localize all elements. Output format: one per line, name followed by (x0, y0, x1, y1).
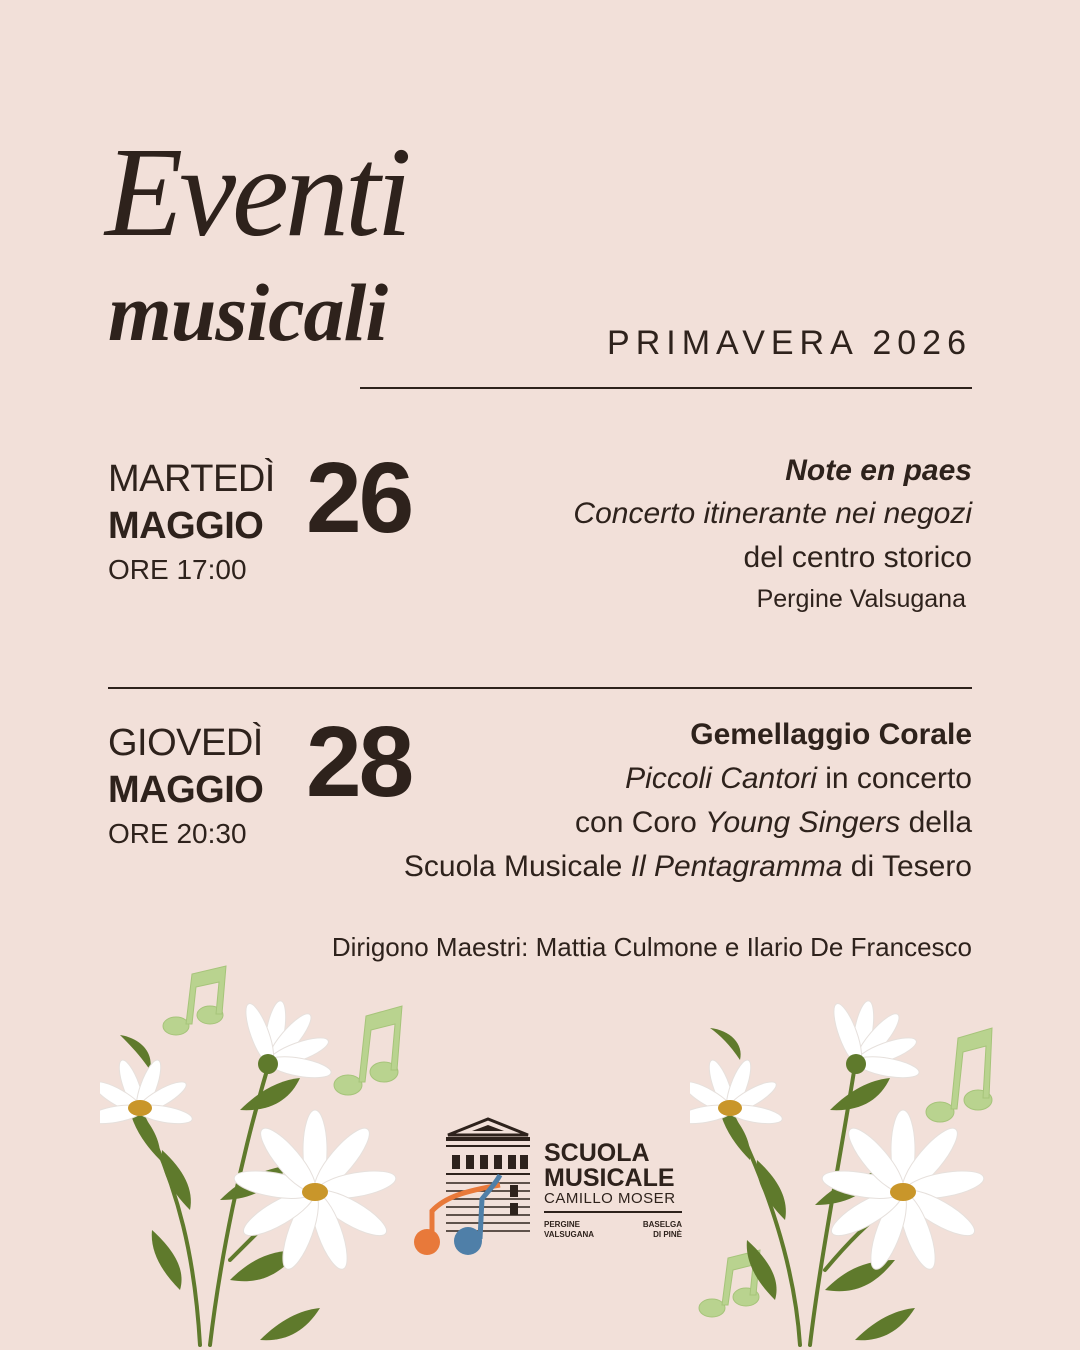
logo-location-right-1: BASELGA (642, 1220, 682, 1229)
flowers-left-illustration (100, 960, 420, 1350)
event-1-weekday: MARTEDÌ (108, 458, 275, 500)
event-1-time: ORE 17:00 (108, 554, 247, 585)
event-2-time: ORE 20:30 (108, 818, 247, 849)
logo-location-left-1: PERGINE (544, 1220, 581, 1229)
daisy-flower-icon (100, 1057, 194, 1127)
logo-line-1: SCUOLA (544, 1139, 650, 1167)
music-note-icon (926, 1028, 992, 1122)
event-2-line-1: Piccoli Cantori in concerto (625, 762, 972, 795)
event-1-place: Pergine Valsugana (756, 585, 966, 613)
logo-location-left-2: VALSUGANA (544, 1230, 595, 1239)
title-musicali: musicali (108, 267, 388, 358)
header-divider (360, 387, 972, 389)
event-divider (108, 687, 972, 689)
event-1-day-number: 26 (306, 442, 412, 554)
school-logo (410, 1115, 690, 1260)
title-eventi: Eventi (105, 121, 408, 263)
event-1-month: MAGGIO (108, 505, 264, 547)
event-2-title: Gemellaggio Corale (690, 718, 972, 751)
daisy-flower-icon (232, 1110, 398, 1273)
event-2-month: MAGGIO (108, 769, 264, 811)
event-1-description-1: Concerto itinerante nei negozi (573, 497, 972, 530)
daisy-flower-icon (240, 999, 332, 1081)
flowers-right-illustration (690, 990, 1010, 1350)
building-music-logo-icon (410, 1115, 535, 1260)
logo-line-2: MUSICALE (544, 1164, 675, 1192)
music-note-icon (163, 966, 226, 1035)
event-2-line-2: con Coro Young Singers della (575, 806, 972, 839)
logo-divider (544, 1211, 682, 1213)
event-2-line-3: Scuola Musicale Il Pentagramma di Tesero (403, 850, 972, 883)
event-1-title: Note en paes (785, 454, 972, 487)
conductors-credit: Dirigono Maestri: Mattia Culmone e Ilario De Francesco (331, 932, 972, 962)
daisy-flower-icon (828, 999, 920, 1081)
logo-line-3: CAMILLO MOSER (544, 1190, 676, 1207)
season-label: PRIMAVERA 2026 (607, 324, 972, 362)
daisy-flower-icon (690, 1057, 784, 1127)
event-2-day-number: 28 (306, 706, 412, 818)
music-note-icon (334, 1006, 402, 1095)
event-2-weekday: GIOVEDÌ (108, 722, 263, 764)
logo-location-right-2: DI PINÈ (653, 1230, 682, 1239)
event-1-description-2: del centro storico (743, 541, 972, 574)
